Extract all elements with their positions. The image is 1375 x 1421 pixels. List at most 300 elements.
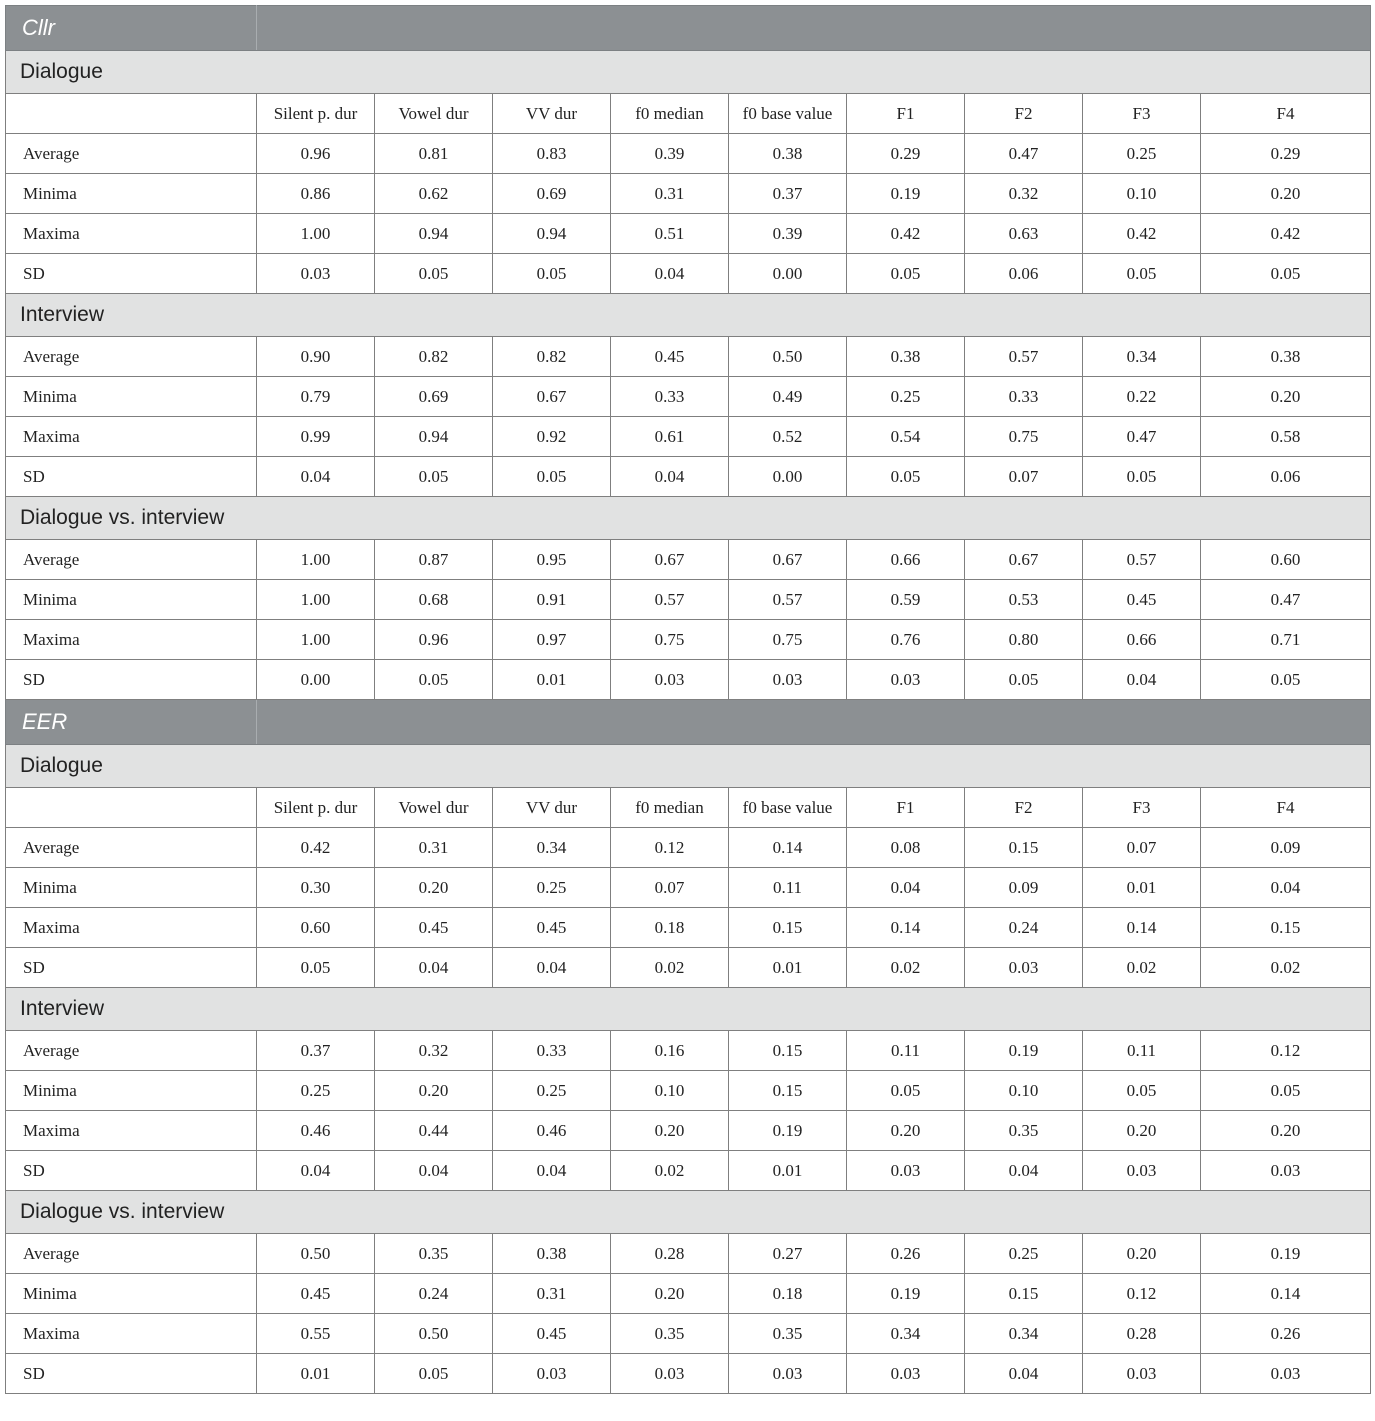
table-cell: 0.03 <box>729 1354 847 1394</box>
table-cell: 0.25 <box>493 1071 611 1111</box>
table-cell: 0.45 <box>375 908 493 948</box>
table-cell: 0.09 <box>965 868 1083 908</box>
table-cell: 0.37 <box>257 1031 375 1071</box>
table-cell: 0.33 <box>965 377 1083 417</box>
table-cell: 0.71 <box>1201 620 1371 660</box>
condition-name: Dialogue vs. interview <box>6 1191 1371 1234</box>
table-cell: 0.04 <box>257 1151 375 1191</box>
table-cell: 0.45 <box>257 1274 375 1314</box>
table-cell: 0.37 <box>729 174 847 214</box>
table-cell: 0.04 <box>611 457 729 497</box>
row-label: Minima <box>6 580 257 620</box>
column-header <box>6 788 257 828</box>
table-cell: 0.35 <box>611 1314 729 1354</box>
table-cell: 0.10 <box>1083 174 1201 214</box>
table-row <box>6 457 1371 497</box>
table-cell: 0.94 <box>493 214 611 254</box>
table-cell: 0.82 <box>375 337 493 377</box>
row-label: Minima <box>6 377 257 417</box>
table-cell: 0.97 <box>493 620 611 660</box>
table-cell: 0.45 <box>1083 580 1201 620</box>
table-cell: 0.99 <box>257 417 375 457</box>
table-cell: 0.15 <box>1201 908 1371 948</box>
table-cell: 0.67 <box>965 540 1083 580</box>
table-cell: 0.25 <box>1083 134 1201 174</box>
table-cell: 0.10 <box>611 1071 729 1111</box>
table-cell: 0.26 <box>847 1234 965 1274</box>
table-cell: 0.30 <box>257 868 375 908</box>
table-cell: 0.09 <box>1201 828 1371 868</box>
table-cell: 0.03 <box>257 254 375 294</box>
table-cell: 0.07 <box>1083 828 1201 868</box>
row-label: Minima <box>6 1071 257 1111</box>
table-cell: 0.42 <box>1083 214 1201 254</box>
table-cell: 0.25 <box>965 1234 1083 1274</box>
table-cell: 0.52 <box>729 417 847 457</box>
row-label: SD <box>6 660 257 700</box>
table-cell: 0.00 <box>257 660 375 700</box>
table-cell: 0.51 <box>611 214 729 254</box>
row-label: Maxima <box>6 1314 257 1354</box>
table-cell: 0.25 <box>847 377 965 417</box>
table-cell: 0.80 <box>965 620 1083 660</box>
table-cell: 0.02 <box>847 948 965 988</box>
table-cell: 0.12 <box>1083 1274 1201 1314</box>
row-label: Maxima <box>6 620 257 660</box>
column-header: f0 median <box>611 94 729 134</box>
table-cell: 0.03 <box>611 660 729 700</box>
table-cell: 0.16 <box>611 1031 729 1071</box>
table-row <box>6 1151 1371 1191</box>
table-row <box>6 1031 1371 1071</box>
table-cell: 0.00 <box>729 457 847 497</box>
table-cell: 0.04 <box>493 948 611 988</box>
column-header: Vowel dur <box>375 788 493 828</box>
condition-header-row <box>6 745 1371 788</box>
table-cell: 0.03 <box>847 1151 965 1191</box>
table-row <box>6 377 1371 417</box>
table-row <box>6 540 1371 580</box>
table-cell: 0.34 <box>965 1314 1083 1354</box>
table-cell: 0.05 <box>1083 1071 1201 1111</box>
table-cell: 0.19 <box>847 174 965 214</box>
table-cell: 0.05 <box>847 1071 965 1111</box>
table-cell: 0.20 <box>1083 1111 1201 1151</box>
table-cell: 0.20 <box>1201 174 1371 214</box>
table-cell: 0.58 <box>1201 417 1371 457</box>
table-cell: 0.19 <box>729 1111 847 1151</box>
table-cell: 0.04 <box>965 1354 1083 1394</box>
table-cell: 0.05 <box>375 660 493 700</box>
table-cell: 0.03 <box>847 660 965 700</box>
table-cell: 0.39 <box>729 214 847 254</box>
table-cell: 0.38 <box>847 337 965 377</box>
table-cell: 0.05 <box>375 457 493 497</box>
table-cell: 0.60 <box>1201 540 1371 580</box>
table-row <box>6 174 1371 214</box>
table-cell: 0.01 <box>493 660 611 700</box>
column-header: F4 <box>1201 94 1371 134</box>
table-row <box>6 1234 1371 1274</box>
condition-name: Dialogue <box>6 745 1371 788</box>
table-cell: 0.50 <box>729 337 847 377</box>
table-cell: 0.20 <box>1201 1111 1371 1151</box>
table-cell: 0.67 <box>493 377 611 417</box>
table-cell: 0.05 <box>1201 660 1371 700</box>
row-label: Minima <box>6 174 257 214</box>
column-header: f0 median <box>611 788 729 828</box>
table-cell: 0.08 <box>847 828 965 868</box>
table-cell: 0.82 <box>493 337 611 377</box>
metric-name: EER <box>6 700 257 745</box>
table-cell: 0.20 <box>375 1071 493 1111</box>
table-row <box>6 828 1371 868</box>
table-cell: 0.26 <box>1201 1314 1371 1354</box>
table-cell: 0.04 <box>257 457 375 497</box>
table-cell: 0.20 <box>375 868 493 908</box>
table-cell: 0.20 <box>611 1274 729 1314</box>
table-cell: 0.15 <box>729 908 847 948</box>
row-label: Average <box>6 134 257 174</box>
condition-name: Dialogue <box>6 51 1371 94</box>
table-cell: 0.59 <box>847 580 965 620</box>
table-cell: 0.03 <box>1201 1354 1371 1394</box>
table-cell: 0.02 <box>1201 948 1371 988</box>
table-cell: 0.02 <box>611 948 729 988</box>
row-label: Average <box>6 337 257 377</box>
table-cell: 0.28 <box>611 1234 729 1274</box>
table-cell: 0.04 <box>1201 868 1371 908</box>
column-header: f0 base value <box>729 94 847 134</box>
row-label: Maxima <box>6 214 257 254</box>
row-label: Average <box>6 1031 257 1071</box>
table-cell: 0.44 <box>375 1111 493 1151</box>
table-cell: 0.05 <box>1201 1071 1371 1111</box>
metric-header-fill <box>257 700 1371 745</box>
table-cell: 0.25 <box>257 1071 375 1111</box>
column-header: VV dur <box>493 94 611 134</box>
metric-name: Cllr <box>6 6 257 51</box>
table-cell: 0.01 <box>729 948 847 988</box>
table-cell: 0.31 <box>375 828 493 868</box>
row-label: Average <box>6 1234 257 1274</box>
table-cell: 0.20 <box>611 1111 729 1151</box>
table-row <box>6 580 1371 620</box>
table-cell: 0.29 <box>847 134 965 174</box>
table-cell: 0.96 <box>375 620 493 660</box>
table-cell: 0.04 <box>611 254 729 294</box>
table-cell: 0.38 <box>1201 337 1371 377</box>
table-cell: 0.29 <box>1201 134 1371 174</box>
table-cell: 0.14 <box>1201 1274 1371 1314</box>
table-cell: 0.25 <box>493 868 611 908</box>
table-cell: 0.05 <box>965 660 1083 700</box>
table-cell: 0.62 <box>375 174 493 214</box>
table-row <box>6 1071 1371 1111</box>
table-cell: 0.75 <box>729 620 847 660</box>
table-cell: 0.14 <box>847 908 965 948</box>
table-cell: 0.02 <box>611 1151 729 1191</box>
table-row <box>6 1314 1371 1354</box>
table-cell: 0.04 <box>375 1151 493 1191</box>
table-cell: 0.68 <box>375 580 493 620</box>
table-cell: 0.24 <box>375 1274 493 1314</box>
table-row <box>6 1111 1371 1151</box>
table-row <box>6 620 1371 660</box>
row-label: Maxima <box>6 417 257 457</box>
table-cell: 0.81 <box>375 134 493 174</box>
table-cell: 0.34 <box>847 1314 965 1354</box>
table-cell: 0.05 <box>493 254 611 294</box>
table-cell: 0.39 <box>611 134 729 174</box>
table-cell: 0.19 <box>1201 1234 1371 1274</box>
column-header: F4 <box>1201 788 1371 828</box>
table-cell: 0.35 <box>729 1314 847 1354</box>
column-header: Vowel dur <box>375 94 493 134</box>
table-cell: 0.34 <box>493 828 611 868</box>
table-cell: 0.33 <box>611 377 729 417</box>
table-cell: 0.53 <box>965 580 1083 620</box>
table-row <box>6 1354 1371 1394</box>
table-cell: 0.34 <box>1083 337 1201 377</box>
table-cell: 0.04 <box>493 1151 611 1191</box>
row-label: Maxima <box>6 1111 257 1151</box>
metric-header-row <box>6 6 1371 51</box>
table-cell: 0.03 <box>493 1354 611 1394</box>
table-cell: 0.67 <box>729 540 847 580</box>
table-cell: 0.33 <box>493 1031 611 1071</box>
row-label: SD <box>6 1151 257 1191</box>
table-cell: 0.00 <box>729 254 847 294</box>
table-cell: 0.01 <box>1083 868 1201 908</box>
condition-name: Dialogue vs. interview <box>6 497 1371 540</box>
table-cell: 0.63 <box>965 214 1083 254</box>
table-cell: 0.05 <box>375 1354 493 1394</box>
table-cell: 0.94 <box>375 417 493 457</box>
table-cell: 0.22 <box>1083 377 1201 417</box>
table-cell: 0.94 <box>375 214 493 254</box>
table-cell: 0.15 <box>965 828 1083 868</box>
table-cell: 0.31 <box>493 1274 611 1314</box>
table-cell: 0.06 <box>965 254 1083 294</box>
condition-header-row <box>6 1191 1371 1234</box>
table-cell: 0.61 <box>611 417 729 457</box>
row-label: Minima <box>6 868 257 908</box>
table-cell: 0.42 <box>1201 214 1371 254</box>
table-cell: 0.55 <box>257 1314 375 1354</box>
table-cell: 0.47 <box>965 134 1083 174</box>
table-cell: 0.87 <box>375 540 493 580</box>
table-cell: 0.05 <box>1083 254 1201 294</box>
condition-header-row <box>6 497 1371 540</box>
table-cell: 0.03 <box>965 948 1083 988</box>
table-cell: 0.10 <box>965 1071 1083 1111</box>
table-cell: 0.05 <box>375 254 493 294</box>
table-cell: 0.18 <box>611 908 729 948</box>
table-cell: 0.83 <box>493 134 611 174</box>
table-cell: 0.32 <box>965 174 1083 214</box>
table-cell: 0.79 <box>257 377 375 417</box>
table-cell: 0.66 <box>1083 620 1201 660</box>
table-cell: 0.05 <box>1083 457 1201 497</box>
metric-header-fill <box>257 6 1371 51</box>
metric-header-row <box>6 700 1371 745</box>
results-table-container <box>5 5 1370 1394</box>
table-cell: 0.60 <box>257 908 375 948</box>
table-cell: 0.07 <box>965 457 1083 497</box>
table-cell: 0.03 <box>1083 1354 1201 1394</box>
table-row <box>6 337 1371 377</box>
table-cell: 0.04 <box>847 868 965 908</box>
table-cell: 0.11 <box>847 1031 965 1071</box>
table-cell: 0.31 <box>611 174 729 214</box>
table-cell: 0.11 <box>1083 1031 1201 1071</box>
table-cell: 0.76 <box>847 620 965 660</box>
table-cell: 0.27 <box>729 1234 847 1274</box>
table-cell: 0.15 <box>965 1274 1083 1314</box>
table-cell: 0.50 <box>257 1234 375 1274</box>
table-cell: 0.06 <box>1201 457 1371 497</box>
table-row <box>6 417 1371 457</box>
column-header-row <box>6 788 1371 828</box>
condition-name: Interview <box>6 988 1371 1031</box>
table-cell: 0.12 <box>611 828 729 868</box>
column-header: F1 <box>847 94 965 134</box>
table-cell: 0.15 <box>729 1071 847 1111</box>
row-label: SD <box>6 457 257 497</box>
results-table <box>5 5 1371 1394</box>
table-cell: 0.28 <box>1083 1314 1201 1354</box>
condition-name: Interview <box>6 294 1371 337</box>
table-cell: 0.46 <box>493 1111 611 1151</box>
table-cell: 0.05 <box>847 254 965 294</box>
table-row <box>6 134 1371 174</box>
table-cell: 0.90 <box>257 337 375 377</box>
row-label: Maxima <box>6 908 257 948</box>
table-cell: 0.11 <box>729 868 847 908</box>
table-cell: 0.42 <box>847 214 965 254</box>
table-cell: 0.20 <box>1083 1234 1201 1274</box>
table-cell: 0.03 <box>1201 1151 1371 1191</box>
table-cell: 0.03 <box>729 660 847 700</box>
table-cell: 0.03 <box>847 1354 965 1394</box>
table-cell: 0.66 <box>847 540 965 580</box>
table-cell: 0.96 <box>257 134 375 174</box>
row-label: Average <box>6 828 257 868</box>
table-body <box>6 6 1371 1394</box>
table-cell: 0.75 <box>965 417 1083 457</box>
table-cell: 0.47 <box>1083 417 1201 457</box>
table-cell: 0.05 <box>847 457 965 497</box>
table-cell: 0.69 <box>493 174 611 214</box>
table-cell: 0.86 <box>257 174 375 214</box>
table-cell: 1.00 <box>257 214 375 254</box>
table-cell: 0.50 <box>375 1314 493 1354</box>
table-cell: 0.57 <box>1083 540 1201 580</box>
table-cell: 0.95 <box>493 540 611 580</box>
column-header: Silent p. dur <box>257 788 375 828</box>
column-header: F2 <box>965 788 1083 828</box>
table-cell: 0.46 <box>257 1111 375 1151</box>
table-cell: 0.91 <box>493 580 611 620</box>
table-cell: 0.67 <box>611 540 729 580</box>
row-label: Average <box>6 540 257 580</box>
table-cell: 0.02 <box>1083 948 1201 988</box>
table-cell: 0.04 <box>965 1151 1083 1191</box>
table-row <box>6 948 1371 988</box>
table-cell: 0.57 <box>611 580 729 620</box>
table-cell: 0.05 <box>1201 254 1371 294</box>
table-cell: 0.04 <box>375 948 493 988</box>
table-row <box>6 1274 1371 1314</box>
table-cell: 0.69 <box>375 377 493 417</box>
table-row <box>6 214 1371 254</box>
table-cell: 0.03 <box>1083 1151 1201 1191</box>
table-cell: 0.49 <box>729 377 847 417</box>
condition-header-row <box>6 988 1371 1031</box>
table-cell: 0.32 <box>375 1031 493 1071</box>
table-cell: 0.57 <box>729 580 847 620</box>
table-cell: 0.75 <box>611 620 729 660</box>
column-header: F1 <box>847 788 965 828</box>
table-cell: 0.54 <box>847 417 965 457</box>
table-cell: 0.42 <box>257 828 375 868</box>
table-row <box>6 908 1371 948</box>
table-cell: 0.19 <box>965 1031 1083 1071</box>
table-cell: 0.45 <box>493 1314 611 1354</box>
table-row <box>6 254 1371 294</box>
column-header <box>6 94 257 134</box>
table-cell: 0.14 <box>1083 908 1201 948</box>
table-cell: 0.03 <box>611 1354 729 1394</box>
column-header: Silent p. dur <box>257 94 375 134</box>
table-cell: 0.20 <box>847 1111 965 1151</box>
column-header: F3 <box>1083 94 1201 134</box>
table-cell: 0.07 <box>611 868 729 908</box>
table-cell: 0.38 <box>729 134 847 174</box>
table-cell: 0.19 <box>847 1274 965 1314</box>
condition-header-row <box>6 51 1371 94</box>
table-cell: 0.01 <box>729 1151 847 1191</box>
table-cell: 0.12 <box>1201 1031 1371 1071</box>
table-cell: 0.15 <box>729 1031 847 1071</box>
column-header: f0 base value <box>729 788 847 828</box>
row-label: SD <box>6 1354 257 1394</box>
table-cell: 0.38 <box>493 1234 611 1274</box>
table-cell: 0.92 <box>493 417 611 457</box>
table-cell: 0.18 <box>729 1274 847 1314</box>
column-header: F3 <box>1083 788 1201 828</box>
table-cell: 0.20 <box>1201 377 1371 417</box>
column-header-row <box>6 94 1371 134</box>
condition-header-row <box>6 294 1371 337</box>
table-cell: 1.00 <box>257 540 375 580</box>
table-cell: 0.47 <box>1201 580 1371 620</box>
table-cell: 1.00 <box>257 580 375 620</box>
table-cell: 0.45 <box>611 337 729 377</box>
row-label: SD <box>6 254 257 294</box>
column-header: VV dur <box>493 788 611 828</box>
table-cell: 0.05 <box>493 457 611 497</box>
table-cell: 0.04 <box>1083 660 1201 700</box>
row-label: SD <box>6 948 257 988</box>
table-cell: 0.01 <box>257 1354 375 1394</box>
table-cell: 1.00 <box>257 620 375 660</box>
table-cell: 0.45 <box>493 908 611 948</box>
table-cell: 0.05 <box>257 948 375 988</box>
table-cell: 0.57 <box>965 337 1083 377</box>
column-header: F2 <box>965 94 1083 134</box>
